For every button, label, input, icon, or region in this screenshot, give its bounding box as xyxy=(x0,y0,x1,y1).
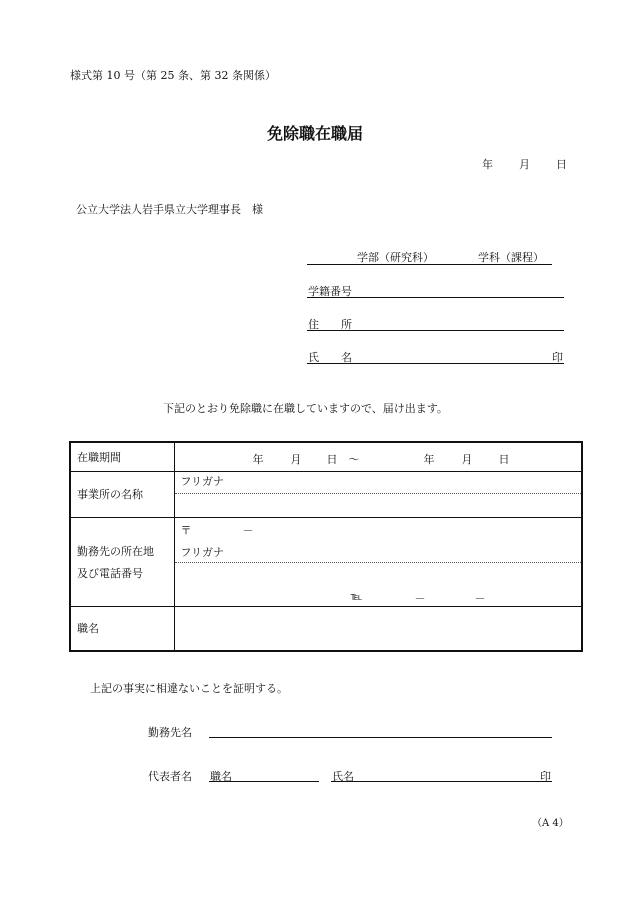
workplace-name-label: 勤務先名 xyxy=(148,726,192,739)
workplace-address-label: 勤務先の所在地 xyxy=(77,544,154,558)
department-label: 学科（課程） xyxy=(478,251,544,264)
company-furigana: フリガナ xyxy=(180,474,224,488)
period-label-cell xyxy=(70,442,174,471)
company-label: 事業所の名称 xyxy=(77,488,143,501)
representative-name-label: 氏名 xyxy=(332,770,354,783)
postal-dash: － xyxy=(242,523,254,537)
student-number-label: 学籍番号 xyxy=(308,285,352,298)
position-value-cell[interactable] xyxy=(174,606,582,651)
phone-label: 及び電話番号 xyxy=(77,566,143,580)
period-value-cell[interactable] xyxy=(174,442,582,471)
company-value-cell[interactable] xyxy=(174,471,582,517)
address-label: 住 所 xyxy=(308,318,352,331)
period-year1: 年 xyxy=(252,453,264,466)
period-day2: 日 xyxy=(498,453,510,466)
period-month2: 月 xyxy=(461,453,473,466)
name-label: 氏 名 xyxy=(308,351,352,364)
postal-mark: 〒 xyxy=(180,523,192,537)
workplace-name-line[interactable] xyxy=(209,723,552,738)
tel-mark: ℡ xyxy=(350,589,363,603)
address-value-cell[interactable] xyxy=(174,517,582,606)
tel-dash-2: － xyxy=(474,591,486,605)
address-label-cell xyxy=(70,517,174,606)
period-day1: 日 xyxy=(326,453,338,466)
address-furigana: フリガナ xyxy=(180,545,224,559)
position-label: 職名 xyxy=(77,622,99,636)
representative-label: 代表者名 xyxy=(148,770,192,783)
company-label-cell xyxy=(70,471,174,517)
position-label-cell xyxy=(70,606,174,651)
representative-position-label: 職名 xyxy=(210,770,232,783)
faculty-label: 学部（研究科） xyxy=(357,251,434,264)
tel-dash-1: － xyxy=(414,591,426,605)
representative-name-line[interactable] xyxy=(331,767,552,782)
date-day: 日 xyxy=(556,158,567,171)
date-year: 年 xyxy=(482,158,493,171)
employment-table xyxy=(69,441,583,652)
date-month: 月 xyxy=(519,158,530,171)
paper-size: （A 4） xyxy=(532,818,569,829)
page-title: 免除職在職届 xyxy=(266,124,363,143)
period-year2: 年 xyxy=(423,453,435,466)
applicant-seal: 印 xyxy=(552,351,563,364)
period-label: 在職期間 xyxy=(77,450,121,464)
intro-text: 下記のとおり免除職に在職していますので、届け出ます。 xyxy=(163,402,448,415)
employer-seal: 印 xyxy=(540,770,551,783)
form-number: 様式第 10 号（第 25 条、第 32 条関係） xyxy=(70,69,276,82)
addressee: 公立大学法人岩手県立大学理事長 様 xyxy=(76,203,263,216)
certify-text: 上記の事実に相違ないことを証明する。 xyxy=(90,682,288,695)
period-month1: 月 xyxy=(290,453,302,466)
period-tilde: 〜 xyxy=(348,453,360,466)
